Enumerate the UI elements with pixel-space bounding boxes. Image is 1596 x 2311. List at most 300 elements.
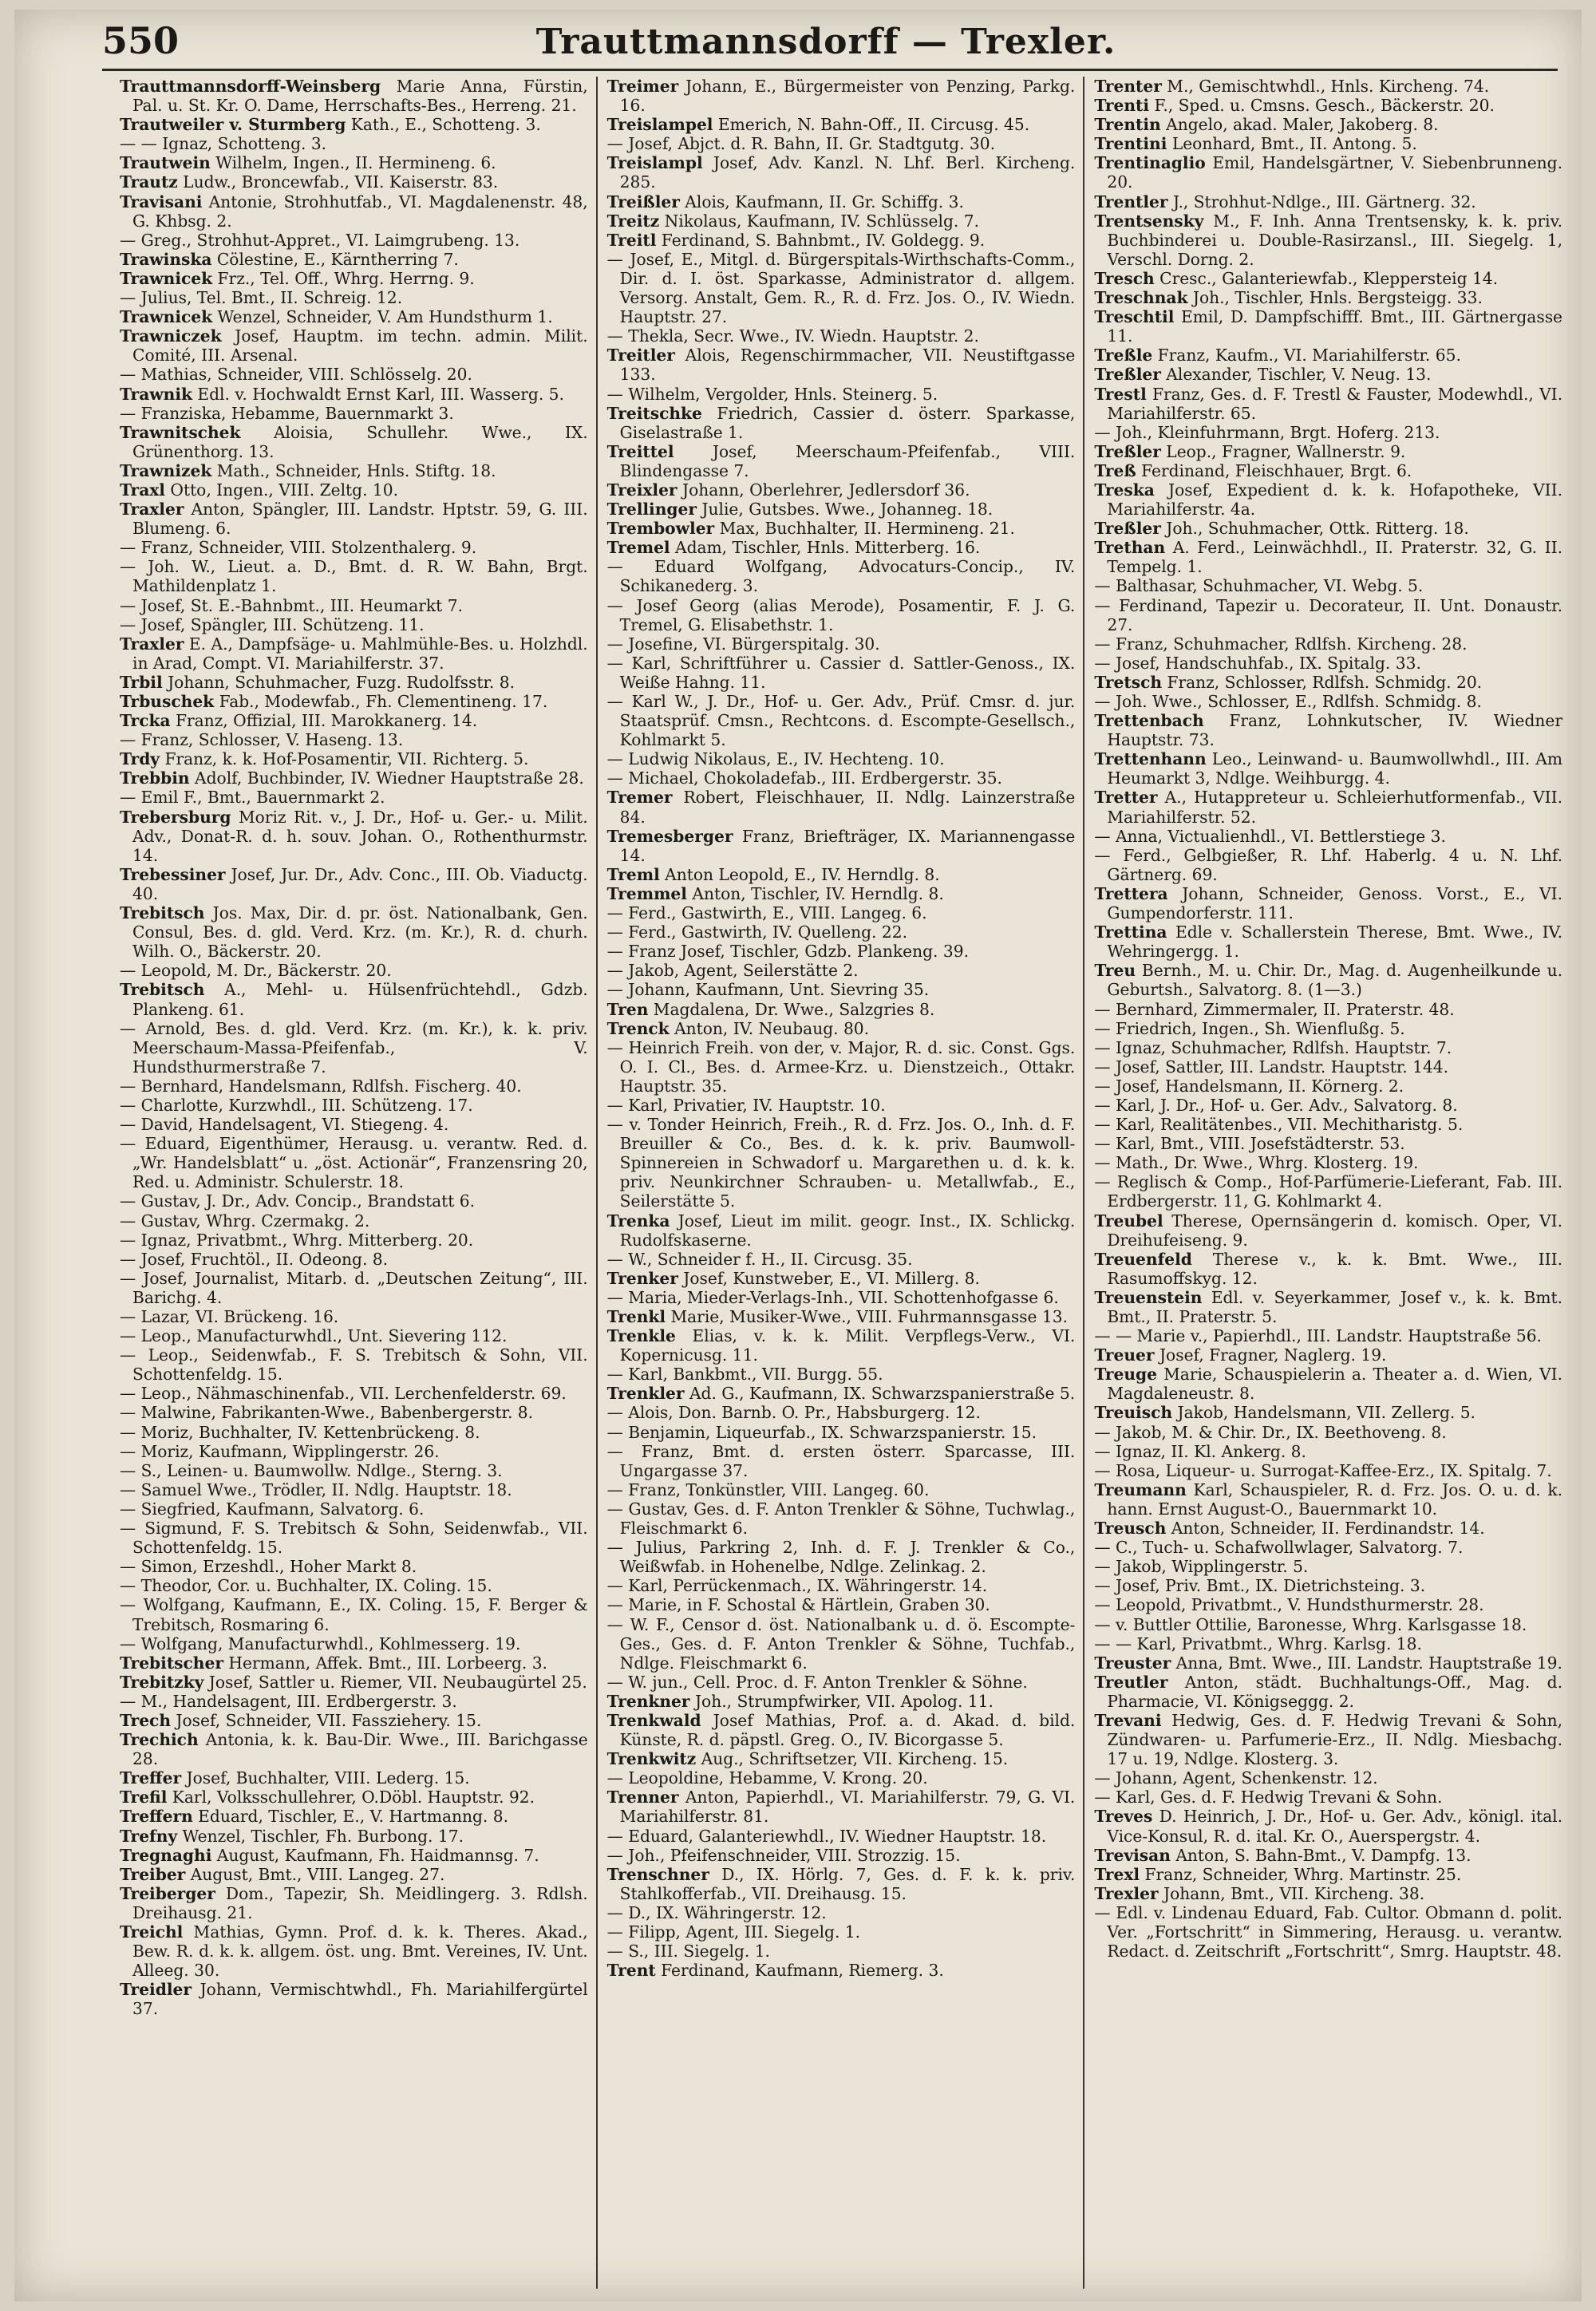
entry-text: — Mathias, Schneider, VIII. Schlösselg. 20. xyxy=(120,365,472,385)
entry-name: Treimer xyxy=(606,77,679,96)
entry-text: Emerich, N. Bahn-Off., II. Circusg. 45. xyxy=(713,115,1030,135)
entry-name: Trentler xyxy=(1094,192,1168,211)
directory-entry xyxy=(118,404,588,423)
directory-entry xyxy=(118,1403,588,1422)
entry-text: — Karl, Privatier, IV. Hauptstr. 10. xyxy=(606,1095,886,1115)
entry-text: Franz, Lohnkutscher, IV. Wiedner Hauptstr. 73. xyxy=(1107,711,1563,750)
entry-text: Karl, Schauspieler, R. d. Frz. Jos. O. u. d. k. hann. Ernst August-O., Bauernmarkt 10. xyxy=(1107,1479,1563,1519)
entry-text: — Gustav, J. Dr., Adv. Concip., Brandstatt 6. xyxy=(120,1191,476,1211)
directory-entry xyxy=(1092,307,1562,346)
directory-entry xyxy=(606,1269,1076,1288)
entry-text: — — Marie v., Papierhdl., III. Landstr. Hauptstraße 56. xyxy=(1094,1326,1542,1346)
entry-name: Treitler xyxy=(606,346,675,365)
entry-name: Treßler xyxy=(1094,441,1161,461)
entry-name: Treß xyxy=(1094,460,1136,480)
directory-entry xyxy=(118,1807,588,1826)
entry-name: Traxler xyxy=(120,500,184,519)
entry-text: Ferdinand, S. Bahnbmt., IV. Goldegg. 9. xyxy=(656,230,986,250)
directory-entry xyxy=(606,1365,1076,1384)
entry-name: Treubel xyxy=(1094,1211,1163,1231)
entry-text: Franz, Briefträger, IX. Mariannengasse 14. xyxy=(619,826,1076,865)
entry-text: Josef, Kunstweber, E., VI. Millerg. 8. xyxy=(678,1268,980,1288)
entry-name: Trech xyxy=(120,1710,172,1730)
directory-entry xyxy=(118,634,588,673)
directory-entry xyxy=(1092,1019,1562,1038)
entry-name: Trenkner xyxy=(606,1691,690,1711)
entry-text: — Johann, Agent, Schenkenstr. 12. xyxy=(1094,1768,1378,1788)
directory-entry xyxy=(1092,1172,1562,1211)
entry-text: Max, Buchhalter, II. Hermineng. 21. xyxy=(714,519,1015,539)
entry-text: Josef, Lieut im milit. geogr. Inst., IX. Schlickg. Rudolfskaserne. xyxy=(619,1211,1076,1250)
entry-name: Trettina xyxy=(1094,922,1167,942)
entry-name: Trawniczek xyxy=(120,326,222,346)
directory-entry xyxy=(118,1115,588,1134)
entry-text: — Charlotte, Kurzwhdl., III. Schützeng. 17. xyxy=(120,1095,473,1115)
entry-text: — Julius, Tel. Bmt., II. Schreig. 12. xyxy=(120,288,403,308)
directory-entry xyxy=(1092,211,1562,269)
entry-text: Anton, Papierhdl., VI. Mariahilferstr. 79, G. VI. Mariahilferstr. 81. xyxy=(619,1788,1076,1827)
entry-name: Trentin xyxy=(1094,115,1161,135)
entry-text: Fab., Modewfab., Fh. Clementineng. 17. xyxy=(214,692,548,711)
entry-text: Leo., Leinwand- u. Baumwollwhdl., III. Am Heumarkt 3, Ndlge. Weihburgg. 4. xyxy=(1107,749,1563,788)
directory-entry xyxy=(1092,1076,1562,1096)
entry-name: Treitschke xyxy=(606,403,702,423)
entry-text: Edl. v. Hochwaldt Ernst Karl, III. Wasserg. 5. xyxy=(192,384,564,404)
directory-entry xyxy=(606,557,1076,595)
entry-name: Trentini xyxy=(1094,134,1167,154)
directory-entry xyxy=(606,1865,1076,1903)
entry-text: Josef, Jur. Dr., Adv. Conc., III. Ob. Viaductg. 40. xyxy=(132,864,588,903)
entry-name: Tremel xyxy=(606,538,670,558)
entry-name: Treßle xyxy=(1094,346,1153,365)
directory-entry xyxy=(1092,1461,1562,1480)
entry-text: Dom., Tapezir, Sh. Meidlingerg. 3. Rdlsh. Dreihausg. 21. xyxy=(132,1883,588,1922)
entry-name: Trent xyxy=(606,1961,656,1981)
directory-entry xyxy=(1092,288,1562,307)
directory-entry xyxy=(1092,442,1562,461)
directory-entry xyxy=(118,961,588,980)
directory-entry xyxy=(118,865,588,903)
directory-entry xyxy=(606,231,1076,250)
directory-entry xyxy=(118,326,588,365)
entry-text: Marie, Schauspielerin a. Theater a. d. Wien, VI. Magdaleneustr. 8. xyxy=(1107,1365,1563,1404)
entry-text: — Gustav, Whrg. Czermakg. 2. xyxy=(120,1211,370,1231)
directory-entry xyxy=(606,692,1076,749)
entry-text: — Joh., Kleinfuhrmann, Brgt. Hoferg. 213. xyxy=(1094,422,1440,442)
entry-name: Tretter xyxy=(1094,788,1158,808)
directory-entry xyxy=(606,346,1076,384)
directory-entry xyxy=(118,1231,588,1250)
entry-text: — Josef Georg (alias Merode), Posamentir, F. J. G. Tremel, G. Elisabethstr. 1. xyxy=(606,595,1076,634)
directory-entry xyxy=(118,307,588,326)
directory-entry xyxy=(118,1096,588,1115)
directory-entry xyxy=(118,1634,588,1653)
entry-name: Trebbin xyxy=(120,768,190,788)
directory-entry xyxy=(606,1115,1076,1211)
directory-entry xyxy=(606,1711,1076,1749)
entry-name: Trexler xyxy=(1094,1883,1159,1903)
directory-entry xyxy=(606,500,1076,519)
entry-text: Josef, Schneider, VII. Fassziehery. 15. xyxy=(171,1710,482,1730)
entry-name: Trenck xyxy=(606,1018,670,1038)
directory-entry xyxy=(118,1884,588,1922)
entry-text: — v. Buttler Ottilie, Baronesse, Whrg. Karlsgasse 18. xyxy=(1094,1614,1527,1634)
entry-text: Johann, Schneider, Genoss. Vorst., E., VI. Gumpendorferstr. 111. xyxy=(1107,883,1563,923)
directory-entry xyxy=(1092,673,1562,692)
directory-entry xyxy=(118,980,588,1018)
entry-text: Magdalena, Dr. Wwe., Salzgries 8. xyxy=(648,999,935,1019)
directory-entry xyxy=(118,596,588,615)
entry-text: — Josef, Fruchtöl., II. Odeong. 8. xyxy=(120,1249,389,1269)
entry-text: Anton, Schneider, II. Ferdinandstr. 14. xyxy=(1166,1519,1485,1539)
entry-text: — Jakob, Wipplingerstr. 5. xyxy=(1094,1557,1309,1577)
entry-text: — Heinrich Freih. von der, v. Major, R. d. sic. Const. Ggs. O. I. Cl., Bes. d. Armee-Krz. u. Dienstzeich., Ottakr. Hauptstr. 35. xyxy=(606,1037,1076,1096)
directory-entry xyxy=(118,1269,588,1307)
directory-entry xyxy=(606,1442,1076,1480)
entry-name: Treffern xyxy=(120,1807,193,1827)
entry-text: Cölestine, E., Kärntherring 7. xyxy=(211,249,459,269)
directory-entry xyxy=(606,1307,1076,1326)
entry-name: Trexl xyxy=(1094,1864,1140,1884)
entry-text: — Josefine, VI. Bürgerspitalg. 30. xyxy=(606,634,880,654)
entry-name: Tren xyxy=(606,999,649,1019)
entry-name: Treittel xyxy=(606,441,674,461)
directory-entry xyxy=(1092,884,1562,922)
entry-name: Traxler xyxy=(120,634,184,654)
entry-text: — Karl, Ges. d. F. Hedwig Trevani & Sohn. xyxy=(1094,1788,1443,1807)
entry-name: Trauttmannsdorff-Weinsberg xyxy=(120,77,381,96)
entry-text: — Samuel Wwe., Trödler, II. Ndlg. Hauptstr. 18. xyxy=(120,1479,512,1499)
entry-text: — Marie, in F. Schostal & Härtlein, Graben 30. xyxy=(606,1595,990,1615)
entry-name: Trechich xyxy=(120,1730,199,1750)
entry-name: Trettera xyxy=(1094,883,1168,903)
directory-entry xyxy=(606,115,1076,134)
entry-name: Treislampel xyxy=(606,115,713,135)
directory-entry xyxy=(118,1499,588,1519)
directory-entry xyxy=(606,1922,1076,1942)
entry-text: Antonie, Strohhutfab., VI. Magdalenenstr. 48, G. Khbsg. 2. xyxy=(132,192,588,231)
directory-entry xyxy=(1092,634,1562,654)
directory-entry xyxy=(1092,788,1562,826)
directory-entry xyxy=(1092,596,1562,634)
entry-name: Trenkle xyxy=(606,1326,676,1346)
entry-text: — Leopoldine, Hebamme, V. Krong. 20. xyxy=(606,1768,928,1788)
directory-entry xyxy=(1092,922,1562,961)
entry-text: — Arnold, Bes. d. gld. Verd. Krz. (m. Kr.), k. k. priv. Meerschaum-Massa-Pfeifenfab., V. Hundsthurmerstraße 7. xyxy=(120,1018,588,1076)
entry-name: Treichl xyxy=(120,1922,184,1942)
entry-name: Treumann xyxy=(1094,1479,1187,1499)
directory-entry xyxy=(118,461,588,480)
entry-text: Wenzel, Schneider, V. Am Hundsthurm 1. xyxy=(212,307,553,327)
entry-text: — v. Tonder Heinrich, Freih., R. d. Frz. Jos. O., Inh. d. F. Breuiller & Co., Bes. d. k. k. priv. Baumwoll-Spinnereien in Schwadorf u. Margarethen u. d. k. k. priv. Neunkirchner Schrauben- u. Metallwfab., E., Seilerstätte 5. xyxy=(606,1115,1076,1211)
directory-entry xyxy=(606,250,1076,326)
directory-entry xyxy=(606,903,1076,922)
entry-text: — Johann, Kaufmann, Unt. Sievring 35. xyxy=(606,980,930,1000)
directory-entry xyxy=(1092,1768,1562,1788)
directory-entry xyxy=(118,250,588,269)
directory-entry xyxy=(118,1711,588,1730)
directory-entry xyxy=(118,1250,588,1269)
directory-entry xyxy=(118,692,588,711)
entry-text: — Ferd., Gastwirth, IV. Quelleng. 22. xyxy=(606,922,907,942)
directory-entry xyxy=(606,153,1076,192)
entry-text: — Reglisch & Comp., Hof-Parfümerie-Lieferant, Fab. III. Erdbergerstr. 11, G. Kohlmarkt 4. xyxy=(1094,1172,1563,1211)
entry-text: — Josef, St. E.-Bahnbmt., III. Heumarkt 7. xyxy=(120,595,463,615)
entry-text: Hermann, Affek. Bmt., III. Lorbeerg. 3. xyxy=(223,1653,547,1673)
entry-text: — Emil F., Bmt., Bauernmarkt 2. xyxy=(120,788,385,808)
entry-text: F., Sped. u. Cmsns. Gesch., Bäckerstr. 20. xyxy=(1149,96,1495,116)
entry-name: Treutler xyxy=(1094,1672,1168,1692)
directory-entry xyxy=(1092,1519,1562,1538)
entry-name: Trawnicek xyxy=(120,307,213,327)
directory-entry xyxy=(118,1788,588,1807)
entry-text: — Jakob, Agent, Seilerstätte 2. xyxy=(606,961,859,981)
entry-text: — Leopold, M. Dr., Bäckerstr. 20. xyxy=(120,961,392,981)
directory-entry xyxy=(606,1403,1076,1422)
entry-text: — Greg., Strohhut-Appret., VI. Laimgrubeng. 13. xyxy=(120,230,520,250)
entry-name: Treidler xyxy=(120,1980,192,2000)
directory-entry xyxy=(1092,1365,1562,1403)
directory-entry xyxy=(606,1250,1076,1269)
directory-entry xyxy=(118,538,588,557)
entry-text: — Franz, Schuhmacher, Rdlfsh. Kircheng. 28. xyxy=(1094,634,1468,654)
entry-name: Tregnaghi xyxy=(120,1845,212,1865)
entry-text: — Ferd., Gastwirth, E., VIII. Langeg. 6. xyxy=(606,903,927,923)
directory-entry xyxy=(1092,192,1562,211)
directory-entry xyxy=(1092,846,1562,884)
directory-entry xyxy=(606,1788,1076,1826)
entry-text: M., F. Inh. Anna Trentsensky, k. k. priv. Buchbinderei u. Double-Rasirzansl., III. Siegelg. 1, Verschl. Dorng. 2. xyxy=(1107,211,1563,269)
entry-text: — W. F., Censor d. öst. Nationalbank u. d. ö. Escompte-Ges., Ges. d. F. Anton Trenkler & Söhne, Tuchfab., Ndlge. Fleischmarkt 6. xyxy=(606,1614,1076,1673)
entry-text: — Ignaz, II. Kl. Ankerg. 8. xyxy=(1094,1441,1306,1461)
entry-name: Treislampl xyxy=(606,153,703,173)
directory-entry xyxy=(1092,480,1562,519)
entry-name: Trenti xyxy=(1094,96,1150,116)
directory-entry xyxy=(1092,115,1562,134)
entry-text: Franz, Offizial, III. Marokkanerg. 14. xyxy=(170,711,478,731)
directory-entry xyxy=(118,1980,588,2018)
directory-entry xyxy=(118,1730,588,1768)
entry-text: M., Gemischtwhdl., Hnls. Kircheng. 74. xyxy=(1161,77,1490,96)
entry-text: — Sigmund, F. S. Trebitsch & Sohn, Seidenwfab., VII. Schottenfeldg. 15. xyxy=(120,1519,588,1558)
directory-entry xyxy=(606,1576,1076,1595)
directory-entry xyxy=(1092,1250,1562,1288)
entry-text: Anton, IV. Neubaug. 80. xyxy=(669,1018,870,1038)
entry-text: August, Bmt., VIII. Langeg. 27. xyxy=(185,1864,445,1884)
entry-text: Johann, Schuhmacher, Fuzg. Rudolfsstr. 8. xyxy=(162,672,515,692)
entry-text: — Joh. W., Lieut. a. D., Bmt. d. R. W. Bahn, Brgt. Mathildenplatz 1. xyxy=(120,557,588,596)
directory-entry xyxy=(118,1692,588,1711)
entry-text: — Franziska, Hebamme, Bauernmarkt 3. xyxy=(120,403,454,423)
entry-text: — Leop., Seidenwfab., F. S. Trebitsch & Sohn, VII. Schottenfeldg. 15. xyxy=(120,1345,588,1385)
directory-entry xyxy=(1092,576,1562,595)
directory-entry xyxy=(118,749,588,768)
entry-text: — — Karl, Privatbmt., Whrg. Karlsg. 18. xyxy=(1094,1634,1422,1653)
directory-entry xyxy=(1092,1096,1562,1115)
entry-text: Leonhard, Bmt., II. Antong. 5. xyxy=(1167,134,1417,154)
directory-entry xyxy=(606,1384,1076,1403)
directory-entry xyxy=(606,1595,1076,1614)
directory-entry xyxy=(606,654,1076,692)
entry-text: — Ferdinand, Tapezir u. Decorateur, II. Unt. Donaustr. 27. xyxy=(1094,595,1563,634)
directory-entry xyxy=(606,596,1076,634)
entry-text: — Karl, Bmt., VIII. Josefstädterstr. 53. xyxy=(1094,1134,1405,1154)
entry-name: Trautwein xyxy=(120,153,211,173)
entry-text: — Rosa, Liqueur- u. Surrogat-Kaffee-Erz., IX. Spitalg. 7. xyxy=(1094,1460,1552,1480)
entry-text: Johann, Bmt., VII. Kircheng. 38. xyxy=(1158,1883,1425,1903)
entry-name: Treschtil xyxy=(1094,307,1175,327)
directory-entry xyxy=(1092,1480,1562,1519)
entry-text: August, Kaufmann, Fh. Haidmannsg. 7. xyxy=(211,1845,539,1865)
entry-text: — Balthasar, Schuhmacher, VI. Webg. 5. xyxy=(1094,576,1424,596)
entry-name: Treiber xyxy=(120,1864,186,1884)
directory-entry xyxy=(118,500,588,538)
directory-entry xyxy=(118,1595,588,1634)
directory-entry xyxy=(1092,1326,1562,1345)
directory-entry xyxy=(606,538,1076,557)
entry-name: Trawnicek xyxy=(120,268,213,288)
directory-entry xyxy=(1092,1115,1562,1134)
entry-text: Mathias, Gymn. Prof. d. k. k. Theres. Akad., Bew. R. d. k. k. allgem. öst. ung. Bmt. Vereines, IV. Unt. Alleeg. 30. xyxy=(132,1922,588,1981)
entry-text: — Thekla, Secr. Wwe., IV. Wiedn. Hauptstr. 2. xyxy=(606,326,979,346)
entry-text: — Filipp, Agent, III. Siegelg. 1. xyxy=(606,1922,861,1942)
directory-entry xyxy=(1092,1788,1562,1807)
entry-text: Eduard, Tischler, E., V. Hartmanng. 8. xyxy=(192,1807,509,1827)
entry-text: — D., IX. Währingerstr. 12. xyxy=(606,1902,827,1922)
directory-entry xyxy=(118,1345,588,1384)
directory-entry xyxy=(118,1865,588,1884)
directory-entry xyxy=(1092,711,1562,749)
entry-text: J., Strohhut-Ndlge., III. Gärtnerg. 32. xyxy=(1167,192,1476,211)
entry-text: — W., Schneider f. H., II. Circusg. 35. xyxy=(606,1249,913,1269)
directory-entry xyxy=(1092,654,1562,673)
entry-text: — Moriz, Buchhalter, IV. Kettenbrückeng. 8. xyxy=(120,1422,480,1442)
entry-text: — Benjamin, Liqueurfab., IX. Schwarzspanierstr. 15. xyxy=(606,1422,1037,1442)
directory-entry xyxy=(606,1673,1076,1692)
directory-entry xyxy=(606,404,1076,442)
entry-text: — Eduard Wolfgang, Advocaturs-Concip., IV. Schikanederg. 3. xyxy=(606,557,1076,596)
entry-text: Edle v. Schallerstein Therese, Bmt. Wwe., IV. Wehringergg. 1. xyxy=(1107,922,1563,962)
entry-text: — Wolfgang, Manufacturwhdl., Kohlmesserg. 19. xyxy=(120,1634,521,1653)
directory-entry xyxy=(118,1423,588,1442)
directory-entry xyxy=(1092,1903,1562,1961)
directory-entry xyxy=(118,768,588,788)
entry-text: Franz, Schneider, Whrg. Martinstr. 25. xyxy=(1140,1864,1462,1884)
header-rule xyxy=(102,69,1558,71)
directory-entry xyxy=(118,1557,588,1576)
entry-text: — W. jun., Cell. Proc. d. F. Anton Trenkler & Söhne. xyxy=(606,1672,1028,1692)
entry-text: E. A., Dampfsäge- u. Mahlmühle-Bes. u. Holzhdl. in Arad, Compt. VI. Mariahilferstr. 37. xyxy=(132,634,588,673)
entry-text: — Karl, Perrückenmach., IX. Währingerstr. 14. xyxy=(606,1576,988,1596)
entry-text: — Karl, Realitätenbes., VII. Mechitharistg. 5. xyxy=(1094,1115,1464,1135)
directory-entry xyxy=(606,1480,1076,1499)
directory-entry xyxy=(118,1673,588,1692)
directory-entry xyxy=(606,1000,1076,1019)
directory-entry xyxy=(1092,1134,1562,1153)
directory-entry xyxy=(1092,1423,1562,1442)
entry-name: Trenker xyxy=(606,1268,678,1288)
directory-entry xyxy=(118,788,588,807)
entry-text: — Josef, Abjct. d. R. Bahn, II. Gr. Stadtgutg. 30. xyxy=(606,134,996,154)
directory-entry xyxy=(1092,134,1562,153)
entry-name: Treu xyxy=(1094,961,1136,981)
directory-entry xyxy=(606,768,1076,788)
entry-text: — Josef, Sattler, III. Landstr. Hauptstr. 144. xyxy=(1094,1057,1449,1076)
page-header xyxy=(102,19,1550,61)
directory-entry xyxy=(606,1749,1076,1768)
directory-entry xyxy=(118,711,588,730)
entry-text: Joh., Strumpfwirker, VII. Apolog. 11. xyxy=(689,1691,994,1711)
directory-entry xyxy=(118,192,588,231)
directory-entry xyxy=(1092,77,1562,96)
directory-entry xyxy=(118,1326,588,1345)
directory-entry xyxy=(118,231,588,250)
directory-entry xyxy=(1092,385,1562,423)
directory-entry xyxy=(118,365,588,384)
entry-text: Adolf, Buchbinder, IV. Wiedner Hauptstraße 28. xyxy=(189,768,584,788)
entry-name: Treitz xyxy=(606,211,660,231)
directory-entry xyxy=(118,172,588,192)
entry-text: — C., Tuch- u. Schafwollwlager, Salvatorg. 7. xyxy=(1094,1538,1464,1558)
entry-text: Anton Leopold, E., IV. Herndlg. 8. xyxy=(659,864,940,884)
directory-entry xyxy=(1092,1673,1562,1711)
directory-entry xyxy=(1092,1634,1562,1653)
entry-text: Cresc., Galanteriewfab., Kleppersteig 14. xyxy=(1154,268,1499,288)
entry-text: Frz., Tel. Off., Whrg. Herrng. 9. xyxy=(212,268,475,288)
directory-entry xyxy=(606,442,1076,480)
entry-text: Kath., E., Schotteng. 3. xyxy=(346,115,541,135)
page-number: 550 xyxy=(102,19,180,62)
directory-entry xyxy=(1092,96,1562,115)
entry-text: Adam, Tischler, Hnls. Mitterberg. 16. xyxy=(670,538,981,558)
entry-text: — Eduard, Eigenthümer, Herausg. u. verantw. Red. d. „Wr. Handelsblatt“ u. „öst. Actionär“, Franzensring 20, Red. u. Administr. Schulerstr. 18. xyxy=(120,1134,588,1192)
entry-text: — Joh. Wwe., Schlosser, E., Rdlfsh. Schmidg. 8. xyxy=(1094,692,1482,711)
entry-name: Trenschner xyxy=(606,1864,709,1884)
entry-name: Trebitscher xyxy=(120,1653,223,1673)
entry-text: Anna, Bmt. Wwe., III. Landstr. Hauptstraße 19. xyxy=(1171,1653,1562,1673)
entry-text: — Theodor, Cor. u. Buchhalter, IX. Coling. 15. xyxy=(120,1576,492,1596)
entry-text: Jos. Max, Dir. d. pr. öst. Nationalbank, Gen. Consul, Bes. d. gld. Verd. Krz. (m. Kr.), R. d. churh. Wilh. O., Bäckerstr. 20. xyxy=(132,903,588,962)
directory-entry xyxy=(118,673,588,692)
entry-text: — Ignaz, Privatbmt., Whrg. Mitterberg. 20. xyxy=(120,1230,474,1250)
entry-text: — Simon, Erzeshdl., Hoher Markt 8. xyxy=(120,1557,417,1577)
entry-text: Emil, Handelsgärtner, V. Siebenbrunneng. 20. xyxy=(1107,153,1563,192)
entry-text: — Ignaz, Schuhmacher, Rdlfsh. Hauptstr. 7. xyxy=(1094,1037,1452,1057)
entry-text: Robert, Fleischhauer, II. Ndlg. Lainzerstraße 84. xyxy=(619,788,1076,827)
directory-entry xyxy=(606,1846,1076,1865)
entry-name: Trentsensky xyxy=(1094,211,1204,231)
entry-name: Traxl xyxy=(120,480,165,500)
entry-text: — Bernhard, Handelsmann, Rdlfsh. Fischerg. 40. xyxy=(120,1076,522,1096)
entry-text: — Moriz, Kaufmann, Wipplingerstr. 26. xyxy=(120,1441,440,1461)
entry-text: Alexander, Tischler, V. Neug. 13. xyxy=(1160,365,1432,385)
entry-text: — Eduard, Galanteriewhdl., IV. Wiedner Hauptstr. 18. xyxy=(606,1826,1047,1846)
directory-entry xyxy=(606,1019,1076,1038)
entry-name: Trestl xyxy=(1094,384,1147,404)
entry-text: Joh., Tischler, Hnls. Bergsteigg. 33. xyxy=(1187,288,1483,308)
entry-text: Bernh., M. u. Chir. Dr., Mag. d. Augenheilkunde u. Geburtsh., Salvatorg. 8. (1—3.) xyxy=(1107,961,1563,1000)
entry-text: — Ludwig Nikolaus, E., IV. Hechteng. 10. xyxy=(606,749,945,769)
entry-text: Johann, E., Bürgermeister von Penzing, Parkg. 16. xyxy=(619,77,1076,116)
directory-entry xyxy=(118,134,588,153)
entry-text: — Bernhard, Zimmermaler, II. Praterstr. 48. xyxy=(1094,999,1455,1019)
directory-entry xyxy=(118,480,588,500)
directory-entry xyxy=(118,1019,588,1076)
entry-text: Franz, Schlosser, Rdlfsh. Schmidg. 20. xyxy=(1162,672,1483,692)
entry-text: Leop., Fragner, Wallnerstr. 9. xyxy=(1160,441,1406,461)
directory-entry xyxy=(118,1519,588,1557)
entry-name: Trethan xyxy=(1094,538,1166,558)
